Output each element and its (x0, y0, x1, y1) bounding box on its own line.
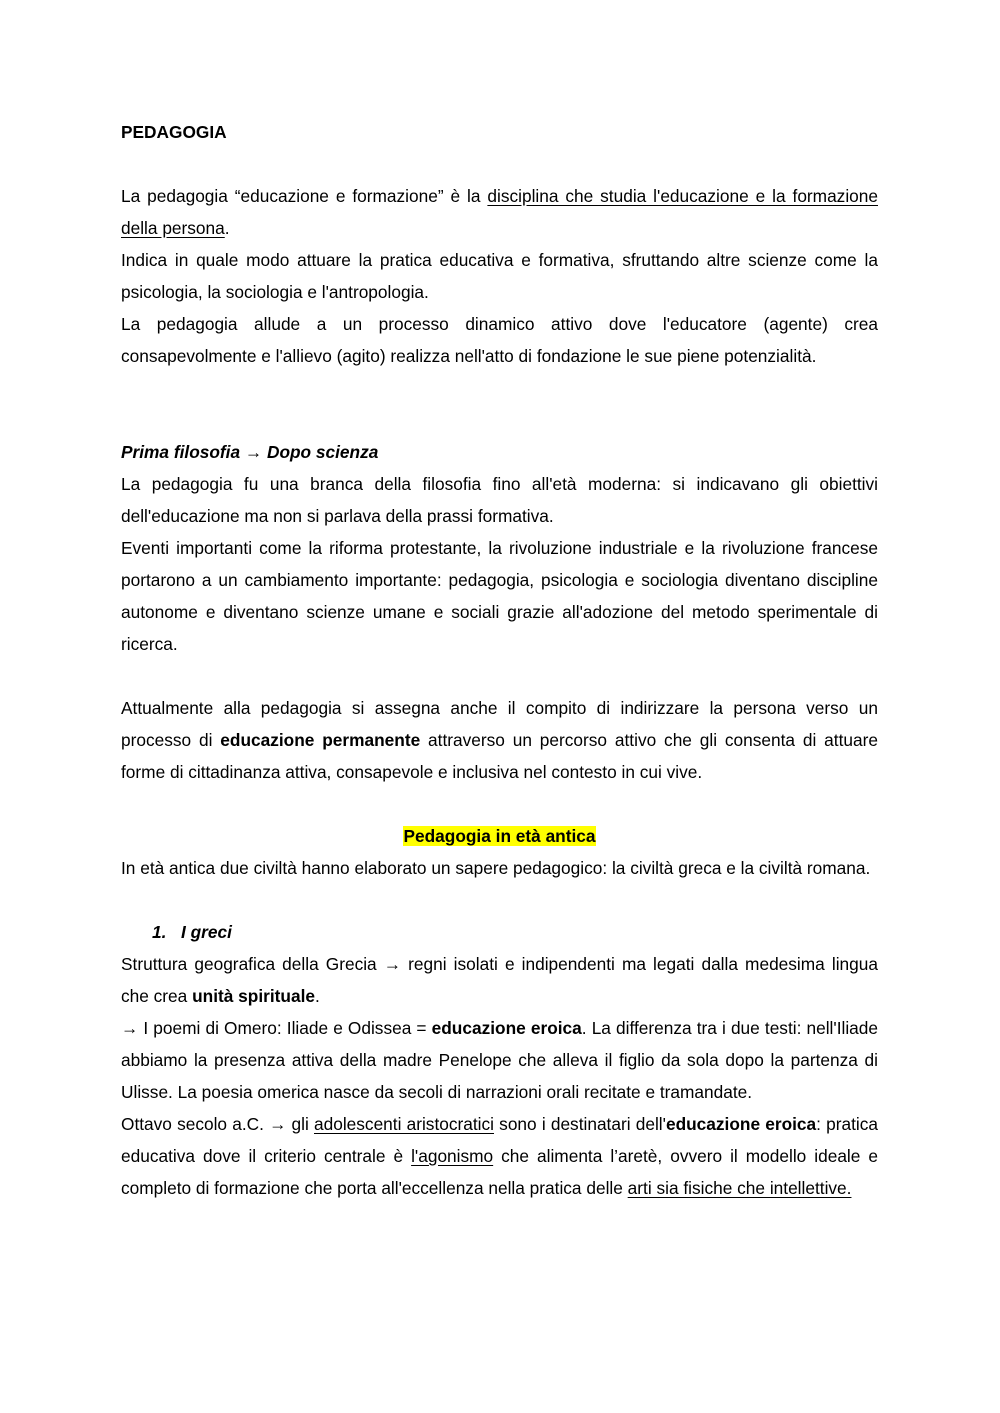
section1-paragraph-1: La pedagogia fu una branca della filosofia fino all'età moderna: si indicavano gli obiettivi dell'educazione ma non si parlava della prassi formativa. (121, 474, 878, 526)
spacer (121, 372, 878, 436)
section2-paragraph-1: In età antica due civiltà hanno elaborato un sapere pedagogico: la civiltà greca e la civiltà romana. (121, 858, 871, 878)
text: Ottavo secolo a.C. → gli (121, 1114, 314, 1134)
underlined-term: l'agonismo (411, 1146, 494, 1166)
list-item-greci (121, 916, 878, 948)
intro-definition-underlined: disciplina che studia l'educazione e la formazione della persona (121, 186, 878, 238)
text: Attualmente alla pedagogia si assegna anche il compito di indirizzare la persona verso un processo di (121, 698, 878, 750)
text: che alimenta l’aretè, ovvero il modello ideale e completo di formazione che porta all'eccellenza nella pratica delle (121, 1146, 878, 1198)
section2-paragraph-3 (121, 1012, 878, 1108)
section2-paragraph-2 (121, 948, 878, 1012)
intro-text: La pedagogia “educazione e formazione” è la (121, 186, 488, 206)
highlighted-heading: Pedagogia in età antica (403, 826, 596, 846)
text: . (315, 986, 320, 1006)
intro-text-end: . (224, 218, 230, 238)
spacer (121, 788, 878, 820)
text: sono i destinatari dell' (494, 1114, 666, 1134)
section2-paragraph-4 (121, 1108, 878, 1204)
bold-term: educazione permanente (220, 730, 421, 750)
section-heading-eta-antica (121, 820, 878, 852)
spacer (121, 148, 878, 180)
text: Struttura geografica della Grecia → regni isolati e indipendenti ma legati dalla medesima lingua che crea (121, 954, 878, 1006)
text: attraverso un percorso attivo che gli consenta di attuare forme di cittadinanza attiva, consapevole e inclusiva nel contesto in cui vive. (121, 730, 878, 782)
bold-term: educazione eroica (665, 1114, 817, 1134)
bold-term: unità spirituale (192, 986, 316, 1006)
section-heading-filosofia: Prima filosofia → Dopo scienza (121, 442, 379, 462)
intro-paragraph-3: La pedagogia allude a un processo dinamico attivo dove l'educatore (agente) crea consapevolmente e l'allievo (agito) realizza nell'atto di fondazione le sue piene potenzialità. (121, 314, 878, 366)
document-page (121, 116, 878, 1204)
underlined-term: adolescenti aristocratici (314, 1114, 494, 1134)
intro-paragraph-2: Indica in quale modo attuare la pratica educativa e formativa, sfruttando altre scienze come la psicologia, la sociologia e l'antropologia. (121, 250, 878, 302)
bold-term: educazione eroica (431, 1018, 582, 1038)
text: . La differenza tra i due testi: nell'Iliade abbiamo la presenza attiva della madre Penelope che alleva il figlio da sola dopo la partenza di Ulisse. La poesia omerica nasce da secoli di narrazioni orali recitate e tramandate. (121, 1018, 879, 1102)
text: → I poemi di Omero: Iliade e Odissea = (121, 1018, 432, 1038)
list-number: 1. (152, 922, 167, 942)
spacer (121, 884, 878, 916)
section1-paragraph-2: Eventi importanti come la riforma protestante, la rivoluzione industriale e la rivoluzione francese portarono a un cambiamento importante: pedagogia, psicologia e sociologia diventano discipline autonome e diventano scienze umane e sociali grazie all'adozione del metodo sperimentale di ricerca. (121, 538, 878, 654)
spacer (121, 660, 878, 692)
underlined-term: arti sia fisiche che intellettive. (627, 1178, 852, 1198)
text: : pratica educativa dove il criterio centrale è (121, 1114, 879, 1166)
intro-paragraph-1 (121, 180, 878, 244)
section1-paragraph-3 (121, 692, 878, 788)
list-item-label: I greci (181, 922, 232, 942)
document-title: PEDAGOGIA (121, 122, 227, 142)
